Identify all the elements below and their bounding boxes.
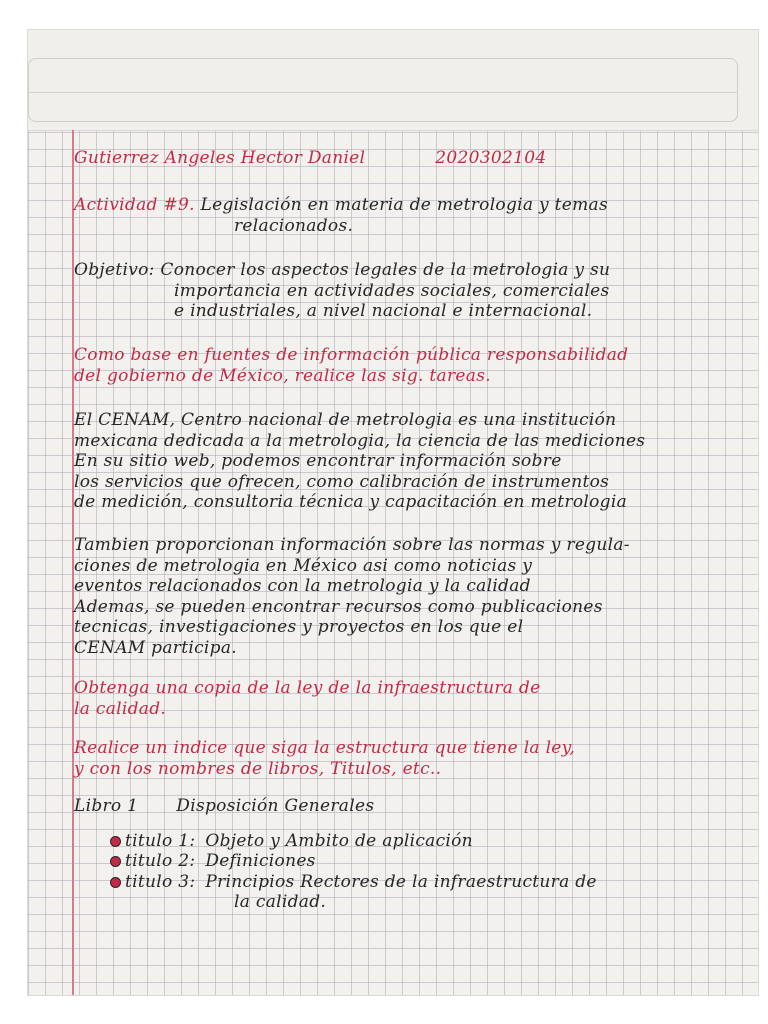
instruction-3-line-2: y con los nombres de libros, Titulos, etc.. <box>74 758 442 779</box>
header-line <box>74 148 734 169</box>
actividad-block <box>74 195 734 236</box>
titulo-3-label: titulo 3: <box>125 871 196 892</box>
objetivo-block <box>74 260 734 322</box>
paragraph-2-line-2: ciones de metrologia en México asi como noticias y <box>74 555 533 576</box>
paragraph-2 <box>74 535 734 658</box>
objetivo-line-2: importancia en actividades sociales, comerciales <box>174 280 610 301</box>
paragraph-2-line-3: eventos relacionados con la metrologia y la calidad <box>74 576 531 596</box>
actividad-line-1: Legislación en materia de metrologia y temas <box>200 195 609 215</box>
paragraph-1 <box>74 410 734 513</box>
titulo-item-3 <box>74 872 734 893</box>
instruction-1 <box>74 345 734 386</box>
libro-title: Disposición Generales <box>176 796 375 816</box>
titulo-3-text: Principios Rectores de la infraestructura de <box>205 871 597 892</box>
instruction-1-line-2: del gobierno de México, realice las sig. tareas. <box>74 365 491 386</box>
header-band <box>28 30 758 131</box>
student-id: 2020302104 <box>435 148 547 168</box>
student-name: Gutierrez Angeles Hector Daniel <box>74 148 366 168</box>
objetivo-line-3: e industriales, a nivel nacional e internacional. <box>174 301 593 321</box>
titulo-item-1 <box>74 831 734 852</box>
paragraph-2-line-6: CENAM participa. <box>74 637 237 658</box>
titulo-3-continuation: la calidad. <box>234 892 327 912</box>
objetivo-label: Objetivo: <box>74 260 155 280</box>
instruction-2 <box>74 678 734 719</box>
bullet-icon <box>110 877 121 888</box>
titulo-2-label: titulo 2: <box>125 851 196 871</box>
header-box-divider <box>28 92 738 121</box>
libro-label: Libro 1 <box>74 796 139 816</box>
instruction-2-line-2: la calidad. <box>74 698 167 719</box>
bullet-icon <box>110 856 121 867</box>
titulo-2-text: Definiciones <box>205 851 316 871</box>
paragraph-1-line-2: mexicana dedicada a la metrologia, la ciencia de las mediciones <box>74 430 646 451</box>
paragraph-1-line-5: de medición, consultoria técnica y capacitación en metrologia <box>74 492 628 512</box>
paragraph-1-line-1: El CENAM, Centro nacional de metrologia es una institución <box>74 410 617 430</box>
paragraph-2-line-1: Tambien proporcionan información sobre las normas y regula- <box>74 535 630 555</box>
paragraph-2-line-5: tecnicas, investigaciones y proyectos en los que el <box>74 617 524 637</box>
actividad-line-2: relacionados. <box>234 215 354 236</box>
titulo-item-2 <box>74 851 734 872</box>
titulo-1-text: Objeto y Ambito de aplicación <box>205 830 473 851</box>
instruction-3-line-1: Realice un indice que siga la estructura que tiene la ley, <box>74 738 576 758</box>
paragraph-1-line-3: En su sitio web, podemos encontrar información sobre <box>74 451 562 471</box>
index-block <box>74 796 734 913</box>
instruction-3 <box>74 738 734 779</box>
actividad-label: Actividad #9. <box>74 195 195 215</box>
paragraph-2-line-4: Ademas, se pueden encontrar recursos como publicaciones <box>74 596 603 617</box>
objetivo-line-1: Conocer los aspectos legales de la metrologia y su <box>160 260 611 280</box>
instruction-1-line-1: Como base en fuentes de información pública responsabilidad <box>74 345 629 365</box>
libro-heading <box>74 796 734 817</box>
paragraph-1-line-4: los servicios que ofrecen, como calibración de instrumentos <box>74 471 610 492</box>
bullet-icon <box>110 836 121 847</box>
titulo-1-label: titulo 1: <box>125 830 196 851</box>
instruction-2-line-1: Obtenga una copia de la ley de la infraestructura de <box>74 678 541 698</box>
